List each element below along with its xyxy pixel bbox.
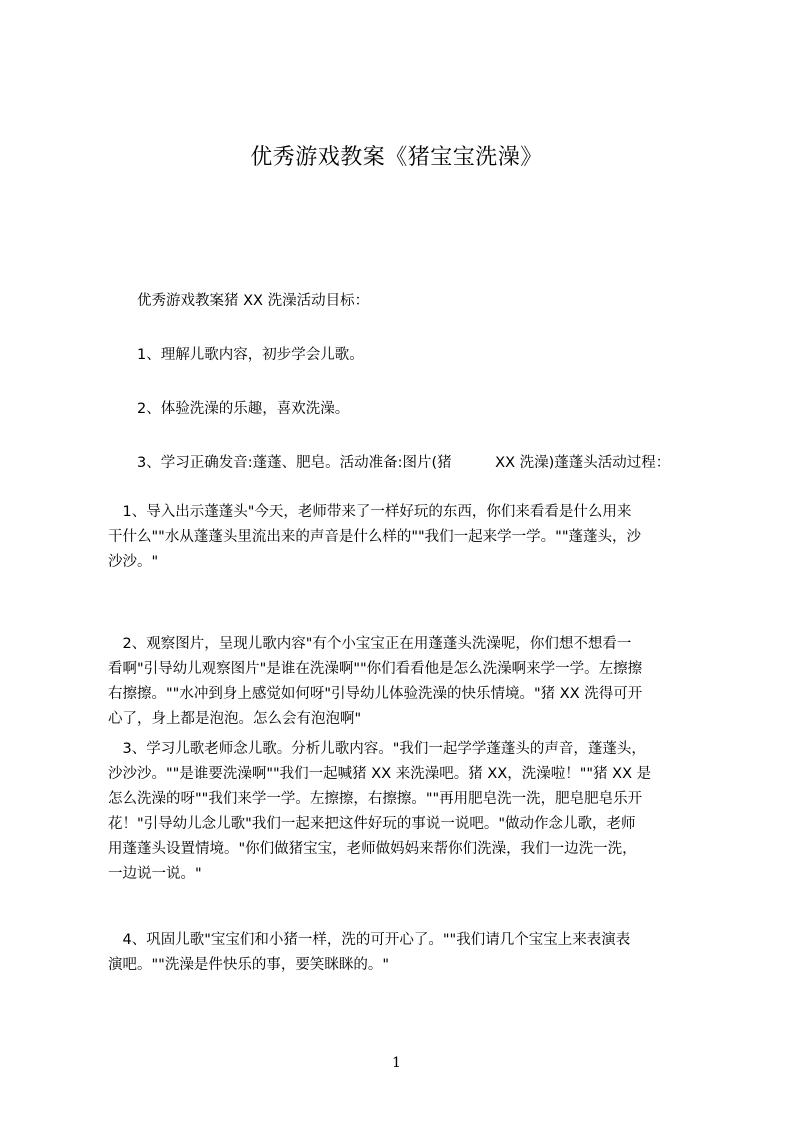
- paragraph-line: 花！"引导幼儿念儿歌"我们一起来把这件好玩的事说一说吧。"做动作念儿歌，老师: [108, 816, 636, 832]
- paragraph-line: 4、巩固儿歌"宝宝们和小猪一样，洗的可开心了。""我们请几个宝宝上来表演表: [108, 932, 631, 948]
- paragraph-line: 演吧。""洗澡是件快乐的事，要笑眯眯的。": [108, 957, 390, 973]
- paragraph-line: 心了，身上都是泡泡。怎么会有泡泡啊": [108, 711, 362, 727]
- page-number: 1: [392, 1055, 401, 1071]
- step-4-paragraph: [108, 928, 705, 978]
- paragraph-line: 沙沙沙。""是谁要洗澡啊""我们一起喊猪 XX 来洗澡吧。猪 XX，洗澡啦！""猪 XX 是: [108, 766, 652, 782]
- paragraph-line: 怎么洗澡的呀""我们来学一学。左擦擦，右擦擦。""再用肥皂洗一洗，肥皂肥皂乐开: [108, 791, 643, 807]
- paragraph-line: 1、导入出示蓬蓬头"今天，老师带来了一样好玩的东西，你们来看看是什么用来: [108, 504, 632, 520]
- goal-2: 2、体验洗澡的乐趣，喜欢洗澡。: [137, 401, 350, 417]
- goal-3: 3、学习正确发音:蓬蓬、肥皂。活动准备:图片(猪 XX 洗澡)蓬蓬头活动过程：: [137, 455, 671, 471]
- paragraph-line: 2、观察图片，呈现儿歌内容"有个小宝宝正在用蓬蓬头洗澡呢，你们想不想看一: [108, 636, 632, 652]
- paragraph-line: 用蓬蓬头设置情境。"你们做猪宝宝，老师做妈妈来帮你们洗澡，我们一边洗一洗，: [108, 841, 637, 857]
- intro-line: 优秀游戏教案猪 XX 洗澡活动目标：: [137, 293, 370, 309]
- paragraph-line: 看啊"引导幼儿观察图片"是谁在洗澡啊""你们看看他是怎么洗澡啊来学一学。左擦擦: [108, 661, 643, 677]
- paragraph-line: 右擦擦。""水冲到身上感觉如何呀"引导幼儿体验洗澡的快乐情境。"猪 XX 洗得可开: [108, 686, 643, 702]
- paragraph-line: 一边说一说。": [108, 866, 202, 882]
- goal-1: 1、理解儿歌内容，初步学会儿歌。: [137, 347, 364, 363]
- paragraph-line: 3、学习儿歌老师念儿歌。分析儿歌内容。"我们一起学学蓬蓬头的声音，蓬蓬头，: [108, 741, 646, 757]
- step-1-paragraph: [108, 500, 705, 575]
- step-3-paragraph: [108, 737, 705, 887]
- paragraph-line: 沙沙。": [108, 554, 159, 570]
- paragraph-line: 干什么""水从蓬蓬头里流出来的声音是什么样的""我们一起来学一学。""蓬蓬头，沙: [108, 529, 642, 545]
- document-title: 优秀游戏教案《猪宝宝洗澡》: [250, 145, 543, 170]
- step-2-paragraph: [108, 632, 705, 732]
